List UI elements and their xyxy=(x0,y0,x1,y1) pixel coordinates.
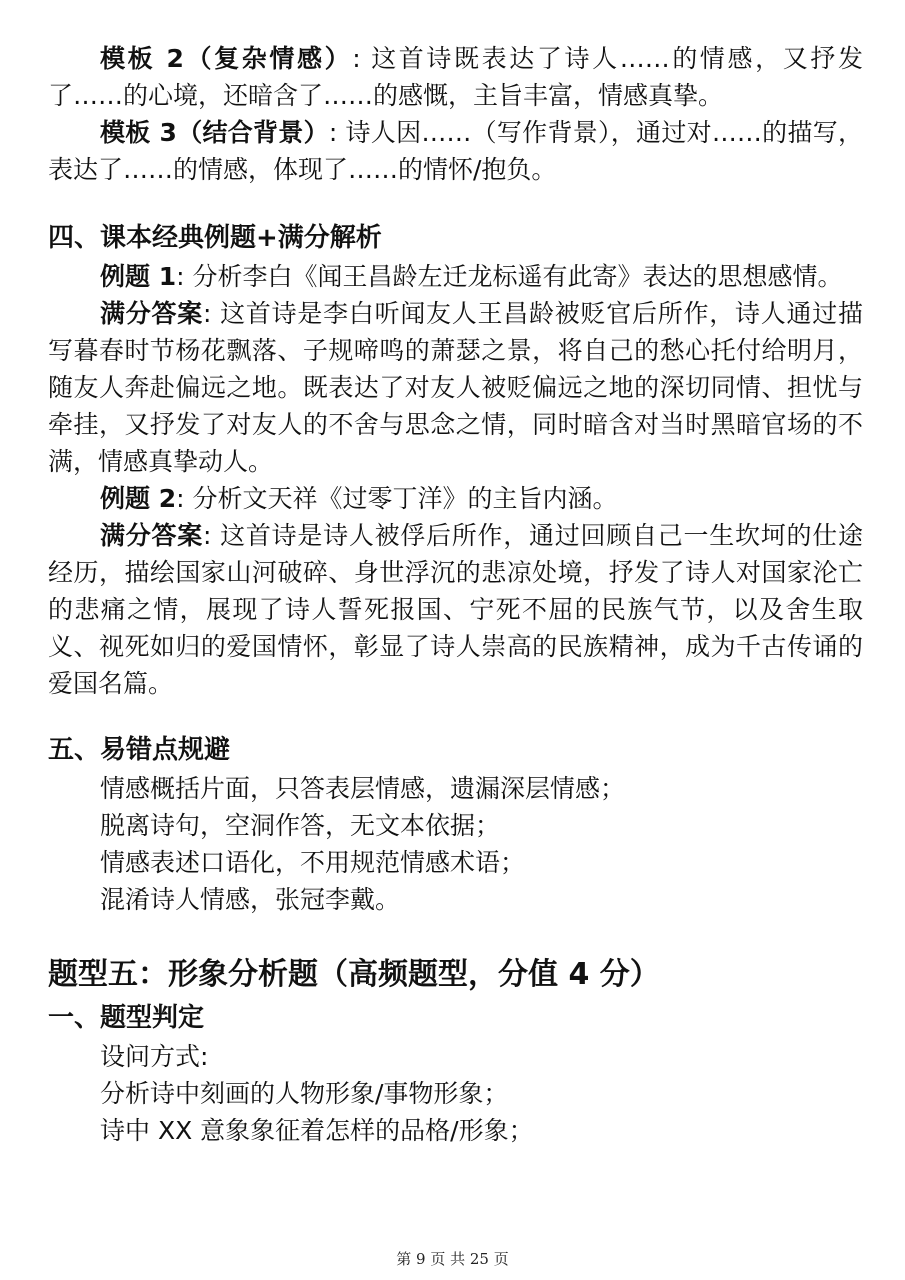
example-2-paragraph xyxy=(48,480,863,517)
question-form-item: 设问方式: xyxy=(100,1042,209,1071)
template-3-paragraph xyxy=(48,114,863,188)
template-3-text: : 诗人因……（写作背景），通过对……的描写，表达了……的情感，体现了……的情怀/抱负。 xyxy=(48,118,863,184)
section-5-heading: 五、易错点规避 xyxy=(48,735,231,765)
example-2-label: 例题 2 xyxy=(100,484,177,513)
template-2-text: : 这首诗既表达了诗人……的情感，又抒发了……的心境，还暗含了……的感慨，主旨丰富，情感真挚。 xyxy=(48,44,863,110)
example-2-text: : 分析文天祥《过零丁洋》的主旨内涵。 xyxy=(176,484,618,513)
example-1-paragraph xyxy=(48,258,863,295)
page-number-footer: 第 9 页 共 25 页 xyxy=(396,1250,509,1268)
pitfall-item: 情感概括片面，只答表层情感，遗漏深层情感； xyxy=(100,774,626,803)
template-2-label: 模板 2（复杂情感） xyxy=(100,44,353,73)
example-1-text: : 分析李白《闻王昌龄左迁龙标遥有此寄》表达的思想感情。 xyxy=(176,262,843,291)
pitfall-item: 情感表述口语化，不用规范情感术语； xyxy=(100,848,526,877)
answer-1-paragraph xyxy=(48,295,863,480)
pitfall-item: 混淆诗人情感，张冠李戴。 xyxy=(100,885,401,914)
question-form-item: 诗中 XX 意象象征着怎样的品格/形象； xyxy=(100,1116,534,1145)
answer-1-label: 满分答案 xyxy=(100,299,203,328)
template-2-paragraph xyxy=(48,40,863,114)
question-form-item: 分析诗中刻画的人物形象/事物形象； xyxy=(100,1079,509,1108)
document-page xyxy=(48,40,863,1149)
template-3-label: 模板 3（结合背景） xyxy=(100,118,329,147)
answer-2-label: 满分答案 xyxy=(100,521,203,550)
type-judgement-heading: 一、题型判定 xyxy=(48,1003,205,1033)
question-type-5-title: 题型五：形象分析题（高频题型，分值 4 分） xyxy=(48,957,660,992)
pitfall-item: 脱离诗句，空洞作答，无文本依据； xyxy=(100,811,501,840)
example-1-label: 例题 1 xyxy=(100,262,177,291)
answer-1-text: : 这首诗是李白听闻友人王昌龄被贬官后所作，诗人通过描写暮春时节杨花飘落、子规啼鸣的萧瑟之景，将自己的愁心托付给明月，随友人奔赴偏远之地。既表达了对友人被贬偏远之地的深切同情、担忧与牵挂，又抒发了对友人的不舍与思念之情，同时暗含对当时黑暗官场的不满，情感真挚动人。 xyxy=(48,299,863,476)
section-4-heading: 四、课本经典例题+满分解析 xyxy=(48,223,382,253)
answer-2-text: : 这首诗是诗人被俘后所作，通过回顾自己一生坎坷的仕途经历，描绘国家山河破碎、身世浮沉的悲凉处境，抒发了诗人对国家沦亡的悲痛之情，展现了诗人誓死报国、宁死不屈的民族气节，以及舍生取义、视死如归的爱国情怀，彰显了诗人崇高的民族精神，成为千古传诵的爱国名篇。 xyxy=(48,521,863,698)
answer-2-paragraph xyxy=(48,517,863,702)
